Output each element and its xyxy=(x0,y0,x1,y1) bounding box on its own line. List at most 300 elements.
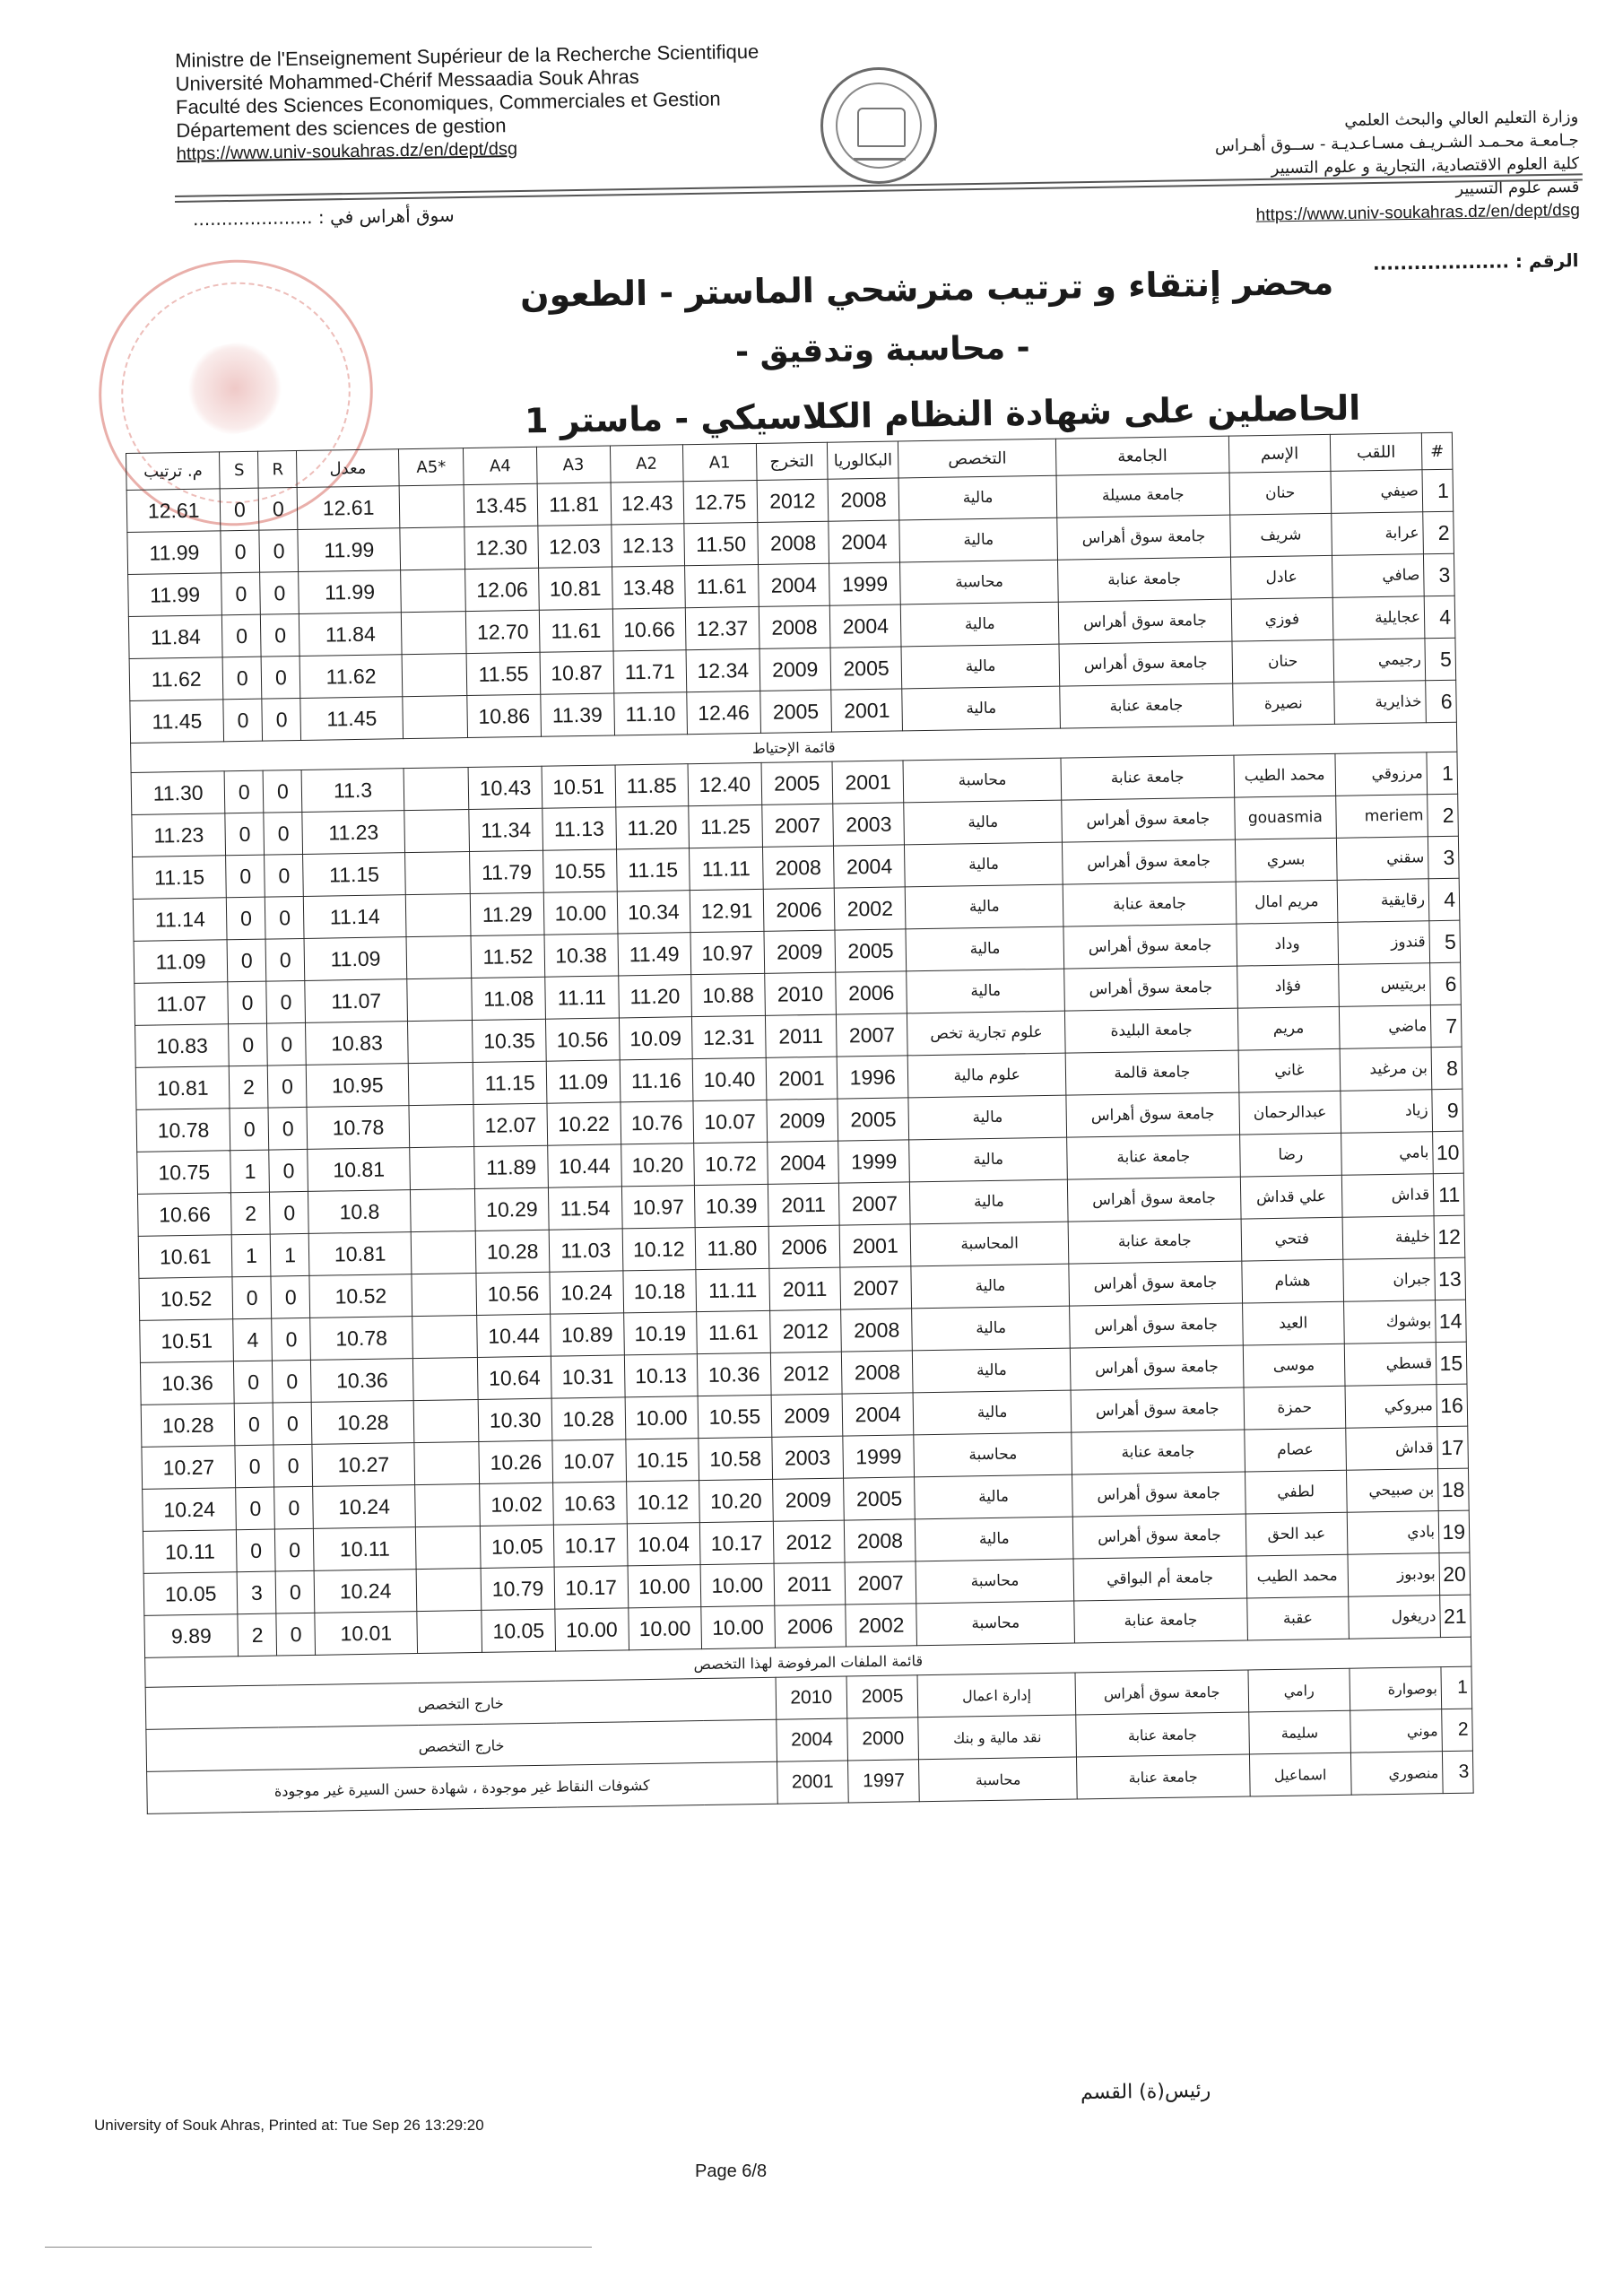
col-header: # xyxy=(1421,432,1453,470)
table-cell: 10.09 xyxy=(619,1017,692,1060)
table-cell: جامعة سوق أهراس xyxy=(1069,1261,1242,1306)
table-cell: 12.07 xyxy=(473,1103,547,1146)
table-cell: 0 xyxy=(269,1149,308,1192)
table-cell: 2 xyxy=(230,1065,269,1109)
table-cell: 0 xyxy=(273,1444,313,1487)
table-cell: 2008 xyxy=(841,1351,913,1394)
table-cell: محمد الطيب xyxy=(1246,1554,1349,1598)
table-cell: 2004 xyxy=(834,845,906,888)
table-cell: جامعة عنابة xyxy=(1076,1712,1249,1757)
table-cell: 10.86 xyxy=(467,694,541,737)
table-cell: 10.39 xyxy=(695,1184,768,1227)
table-cell: 3 xyxy=(1442,1751,1473,1794)
table-cell: جامعة عنابة xyxy=(1074,1598,1247,1643)
table-cell: 2004 xyxy=(758,563,829,606)
table-cell: 11.61 xyxy=(685,564,759,607)
table-cell: 10.78 xyxy=(307,1106,409,1150)
table-cell: مريم xyxy=(1237,1006,1340,1050)
table-cell: 10.26 xyxy=(479,1440,552,1483)
table-cell: 0 xyxy=(221,530,260,573)
table-cell: 0 xyxy=(262,698,301,741)
table-cell: 10.27 xyxy=(312,1443,414,1487)
table-cell: 10.17 xyxy=(699,1521,773,1564)
table-cell: قسطي xyxy=(1344,1343,1436,1387)
table-cell: 6 xyxy=(1430,962,1462,1005)
table-cell: مالية xyxy=(907,969,1064,1013)
table-cell: 12.40 xyxy=(688,762,761,805)
table-cell: 0 xyxy=(272,1318,311,1361)
table-cell: 0 xyxy=(268,1107,308,1150)
table-cell: 4 xyxy=(1424,596,1455,639)
table-cell: وداد xyxy=(1237,922,1339,966)
table-cell: 2004 xyxy=(767,1141,838,1184)
table-cell: 13 xyxy=(1435,1257,1466,1300)
table-cell: 1 xyxy=(232,1234,272,1277)
table-cell: جامعة البليدة xyxy=(1064,1008,1237,1053)
table-cell: 11.54 xyxy=(548,1187,621,1230)
table-cell: بوشوك xyxy=(1344,1300,1436,1344)
table-cell: 0 xyxy=(267,1022,307,1065)
table-cell: 11.45 xyxy=(300,697,403,741)
table-cell: 0 xyxy=(226,855,265,898)
table-cell xyxy=(408,1062,473,1105)
department-link-fr[interactable]: https://www.univ-soukahras.dz/en/dept/dsg xyxy=(176,139,518,164)
table-cell: 0 xyxy=(237,1529,276,1572)
reference-number: الرقم : .................... xyxy=(1372,249,1579,274)
table-cell: 2009 xyxy=(767,1099,838,1142)
results-table xyxy=(126,432,1474,1814)
table-cell xyxy=(412,1315,477,1358)
table-cell: 10.36 xyxy=(697,1352,770,1396)
table-cell: 10.31 xyxy=(551,1355,624,1398)
col-header: البكالوريا xyxy=(827,441,898,479)
table-cell xyxy=(413,1399,479,1442)
table-cell: 10.44 xyxy=(548,1144,621,1187)
table-cell: 11.23 xyxy=(132,813,226,857)
table-cell: 10.8 xyxy=(308,1190,411,1234)
table-cell: جامعة قالمة xyxy=(1065,1050,1238,1095)
table-cell: 1999 xyxy=(843,1435,915,1478)
table-cell: 11.15 xyxy=(473,1061,547,1104)
col-header: S xyxy=(220,451,259,489)
table-cell: 0 xyxy=(235,1445,274,1488)
table-cell: 0 xyxy=(222,614,262,657)
table-cell: قداش xyxy=(1341,1174,1434,1218)
table-cell: مريم امال xyxy=(1236,880,1338,924)
table-cell: 0 xyxy=(265,854,304,897)
table-cell: فوزي xyxy=(1231,597,1333,641)
table-cell xyxy=(399,485,464,528)
table-cell: 10.66 xyxy=(612,608,686,651)
table-cell: 11.09 xyxy=(304,937,406,981)
table-cell: 2005 xyxy=(835,929,907,972)
table-cell: جامعة عنابة xyxy=(1067,1135,1240,1179)
col-header: م. ترتيب xyxy=(126,452,221,491)
table-cell: 2005 xyxy=(761,761,833,804)
table-cell: 13.45 xyxy=(464,483,537,526)
col-header: A3 xyxy=(536,446,610,483)
table-cell: 2005 xyxy=(844,1477,916,1520)
table-cell: 2004 xyxy=(829,520,900,563)
table-cell: 2007 xyxy=(840,1266,912,1309)
table-cell: 11.15 xyxy=(133,856,227,900)
table-cell: جامعة عنابة xyxy=(1076,1754,1249,1799)
table-cell: شريف xyxy=(1229,513,1332,557)
table-cell: 10.20 xyxy=(621,1144,694,1187)
table-cell: gouasmia xyxy=(1234,796,1336,839)
table-cell: 19 xyxy=(1438,1510,1470,1553)
table-cell: خارج التخصص xyxy=(146,1719,777,1771)
department-fr: Département des sciences de gestion xyxy=(176,114,507,142)
table-cell: 1 xyxy=(271,1233,310,1276)
table-cell: محاسبة xyxy=(919,1757,1077,1802)
table-cell: 0 xyxy=(234,1361,273,1404)
table-cell: 11.99 xyxy=(299,570,401,614)
table-cell: 12 xyxy=(1434,1215,1465,1258)
table-cell: 0 xyxy=(265,896,305,939)
table-cell: 10.38 xyxy=(544,934,618,977)
table-cell: 0 xyxy=(223,699,263,742)
table-cell: 2 xyxy=(1442,1709,1473,1752)
university-logo xyxy=(820,67,937,184)
table-cell: رجيمي xyxy=(1333,639,1426,683)
table-cell: 10.35 xyxy=(473,1019,546,1062)
table-cell: 10.81 xyxy=(135,1066,230,1110)
table-cell: 2009 xyxy=(764,930,836,973)
table-cell: 2005 xyxy=(846,1675,918,1718)
col-header: A2 xyxy=(610,445,683,483)
table-cell: 2012 xyxy=(757,479,829,522)
table-cell: 10.04 xyxy=(627,1523,700,1566)
table-cell: 2004 xyxy=(776,1718,847,1761)
table-cell: 2008 xyxy=(828,478,899,521)
table-cell: 21 xyxy=(1440,1595,1471,1638)
table-cell: 1 xyxy=(230,1150,270,1193)
table-cell: 10.11 xyxy=(314,1527,416,1571)
table-cell: قندوز xyxy=(1338,921,1430,965)
header-arabic xyxy=(1076,106,1580,230)
col-header: الجامعة xyxy=(1055,436,1228,475)
table-cell: 10.36 xyxy=(311,1359,413,1403)
table-cell: علي قداش xyxy=(1240,1175,1342,1219)
table-cell: 10 xyxy=(1433,1131,1464,1174)
table-cell: بن صبيحي xyxy=(1346,1469,1438,1513)
table-cell: اسماعيل xyxy=(1249,1752,1351,1796)
table-cell: 2010 xyxy=(776,1676,847,1719)
department-link-ar[interactable]: https://www.univ-soukahras.dz/en/dept/dsg xyxy=(1255,200,1580,225)
table-cell: 1997 xyxy=(848,1760,920,1803)
table-cell xyxy=(400,527,465,570)
table-cell xyxy=(405,894,471,937)
table-cell: 11.81 xyxy=(537,483,611,526)
table-cell: جامعة سوق أهراس xyxy=(1066,1092,1239,1137)
table-cell: 11.16 xyxy=(620,1059,693,1102)
table-cell: 0 xyxy=(273,1360,312,1403)
faculty-fr: Faculté des Sciences Economiques, Commerciales et Gestion xyxy=(175,87,721,118)
university-ar: جـامعـة محـمـد الشـريـف مسـاعـديـة - ســوق أهـراس xyxy=(1214,130,1579,156)
table-cell: 10.24 xyxy=(313,1485,415,1529)
table-cell: 0 xyxy=(271,1275,310,1318)
table-cell: 10.18 xyxy=(622,1270,696,1313)
table-cell: مالية xyxy=(913,1390,1071,1435)
table-cell: جامعة سوق أهراس xyxy=(1057,515,1230,560)
table-cell: 2011 xyxy=(769,1267,841,1310)
table-cell: جامعة سوق أهراس xyxy=(1072,1514,1245,1559)
place-date-line: سوق أهراس في : ..................... xyxy=(192,204,455,230)
table-cell: 10.81 xyxy=(309,1232,412,1276)
table-cell: 10.89 xyxy=(551,1313,624,1356)
table-cell: 2007 xyxy=(845,1561,916,1605)
table-cell: 10.22 xyxy=(547,1102,621,1145)
table-cell: 10.28 xyxy=(551,1397,625,1440)
table-cell: 10.64 xyxy=(478,1356,551,1399)
table-cell xyxy=(402,654,467,697)
table-cell: لطفي xyxy=(1245,1470,1347,1514)
table-cell: بن مرغيد xyxy=(1340,1048,1432,1091)
table-cell xyxy=(412,1273,477,1316)
table-cell: جامعة سوق أهراس xyxy=(1067,1177,1240,1222)
table-cell: 10.00 xyxy=(628,1565,701,1608)
table-cell: مالية xyxy=(898,475,1056,520)
table-cell: 11.07 xyxy=(305,979,407,1023)
table-cell: جامعة عنابة xyxy=(1063,882,1236,926)
table-cell: 0 xyxy=(265,938,305,981)
table-cell: 12.06 xyxy=(465,568,539,611)
table-cell: 11.11 xyxy=(690,847,763,890)
table-cell: 2001 xyxy=(832,761,904,804)
table-cell: محمد الطيب xyxy=(1234,753,1336,797)
table-cell: جامعة سوق أهراس xyxy=(1072,1472,1245,1517)
table-cell: جامعة أم البواقي xyxy=(1073,1556,1246,1601)
table-cell: 0 xyxy=(270,1191,309,1234)
table-cell: 2012 xyxy=(769,1309,841,1352)
admitted-rows xyxy=(126,469,1456,743)
table-cell: مالية xyxy=(902,686,1060,731)
table-cell: 2002 xyxy=(846,1604,917,1647)
table-cell xyxy=(401,612,466,655)
table-cell: محاسبة xyxy=(903,758,1061,803)
table-cell: 0 xyxy=(268,1065,308,1108)
table-cell: جامعة سوق أهراس xyxy=(1062,797,1235,842)
table-cell: المحاسبة xyxy=(910,1222,1068,1266)
table-cell: 11.14 xyxy=(133,898,227,942)
table-cell: 10.97 xyxy=(690,931,764,974)
table-cell: 0 xyxy=(225,813,265,856)
table-cell: 11.84 xyxy=(299,613,402,657)
table-cell: نقد مالية و بنك xyxy=(918,1715,1076,1760)
table-cell: 0 xyxy=(266,980,306,1023)
table-cell: منصوري xyxy=(1350,1752,1443,1796)
table-cell: مالية xyxy=(901,644,1059,689)
table-cell: 0 xyxy=(259,529,299,572)
table-cell: 10.28 xyxy=(476,1230,550,1273)
ministry-ar: وزارة التعليم العالي والبحث العلمي xyxy=(1344,107,1579,131)
table-cell xyxy=(407,1021,473,1064)
table-cell: 20 xyxy=(1439,1552,1471,1596)
table-cell: 10.07 xyxy=(552,1439,626,1483)
table-cell: بوصوارة xyxy=(1350,1667,1442,1711)
table-cell: 18 xyxy=(1437,1468,1469,1511)
table-cell: 11.15 xyxy=(616,848,690,891)
table-cell: 10.51 xyxy=(542,765,615,808)
table-cell: جامعة سوق أهراس xyxy=(1071,1387,1244,1432)
table-cell xyxy=(400,570,465,613)
table-cell: جامعة سوق أهراس xyxy=(1059,641,1232,686)
table-cell: 0 xyxy=(229,1023,268,1066)
table-cell: 10.27 xyxy=(142,1446,236,1490)
table-cell: 10.00 xyxy=(628,1607,701,1650)
col-header: التخصص xyxy=(898,439,1056,478)
table-cell: 11 xyxy=(1433,1173,1464,1216)
table-cell: 10.07 xyxy=(693,1100,767,1143)
table-cell: 0 xyxy=(227,897,266,940)
table-cell: 10.81 xyxy=(538,567,612,610)
table-cell: 2 xyxy=(1423,511,1454,554)
table-cell: 0 xyxy=(260,571,299,614)
table-cell: 1 xyxy=(1422,469,1454,512)
table-cell: 10.24 xyxy=(143,1488,237,1532)
faculty-ar: كلية العلوم الاقتصادية، التجارية و علوم التسيير xyxy=(1271,153,1580,178)
table-cell: 11.09 xyxy=(546,1060,620,1103)
table-cell: 13.48 xyxy=(612,566,685,609)
table-cell: عجايلية xyxy=(1332,596,1425,640)
table-cell: 11.85 xyxy=(615,764,689,807)
table-cell: 0 xyxy=(224,770,264,813)
table-cell: 2007 xyxy=(836,1013,907,1057)
department-ar: قسم علوم التسيير xyxy=(1455,177,1580,199)
table-cell: 11.50 xyxy=(684,522,758,565)
table-cell: 16 xyxy=(1436,1384,1468,1427)
department-head-signature: رئيس(ة) القسم xyxy=(1080,2079,1211,2105)
table-cell: بامي xyxy=(1341,1132,1434,1176)
table-cell: 10.00 xyxy=(701,1605,775,1648)
table-cell: 11.49 xyxy=(618,933,691,976)
table-cell: 4 xyxy=(233,1318,273,1361)
table-cell: 10.97 xyxy=(621,1186,695,1229)
table-cell xyxy=(407,978,473,1022)
table-cell: حنان xyxy=(1229,471,1332,515)
table-cell: 2005 xyxy=(838,1098,909,1141)
table-cell: 6 xyxy=(1426,680,1457,723)
table-cell: قداش xyxy=(1346,1427,1438,1471)
table-cell: 8 xyxy=(1431,1047,1462,1090)
table-cell: بادي xyxy=(1347,1511,1439,1555)
table-cell: 11.99 xyxy=(298,528,400,572)
table-cell: جبران xyxy=(1343,1258,1436,1302)
col-header: معدل xyxy=(297,449,399,488)
table-cell: 0 xyxy=(259,487,299,530)
table-cell xyxy=(414,1441,480,1484)
table-cell: مالية xyxy=(908,1095,1066,1140)
table-cell: 10.24 xyxy=(550,1271,623,1314)
col-header: *A5 xyxy=(398,448,464,486)
table-cell: مالية xyxy=(909,1137,1067,1182)
table-cell: 12.37 xyxy=(685,606,759,649)
table-cell: 2008 xyxy=(844,1519,916,1562)
table-cell: 10.88 xyxy=(691,973,765,1016)
table-cell: 5 xyxy=(1425,638,1456,681)
table-cell: 10.28 xyxy=(141,1404,235,1448)
table-cell: 12.03 xyxy=(538,525,612,568)
table-cell: علوم تجارية تخص xyxy=(907,1011,1065,1056)
table-cell: 2003 xyxy=(833,803,905,846)
table-cell: زياد xyxy=(1341,1090,1433,1134)
table-cell: 0 xyxy=(235,1403,274,1446)
reserve-list-label: قائمة الإحتياط xyxy=(131,722,1457,772)
table-cell: 2008 xyxy=(841,1309,913,1352)
table-cell: 10.17 xyxy=(553,1524,627,1567)
table-cell: 2004 xyxy=(829,604,901,648)
table-cell: 0 xyxy=(220,488,259,531)
table-cell: 2011 xyxy=(765,1014,837,1057)
table-cell: 11.99 xyxy=(127,531,221,575)
table-cell: 11.62 xyxy=(129,657,223,701)
table-cell: 0 xyxy=(275,1528,315,1571)
table-cell: 10.95 xyxy=(307,1064,409,1108)
table-cell: 11.29 xyxy=(471,892,544,935)
table-cell: جامعة عنابة xyxy=(1072,1430,1245,1474)
table-cell: نصيرة xyxy=(1232,682,1334,726)
table-cell: عادل xyxy=(1230,555,1332,599)
ministry-fr: Ministre de l'Enseignement Supérieur de la Recherche Scientifique xyxy=(175,39,759,72)
table-cell: 3 xyxy=(237,1571,276,1614)
table-cell: 11.11 xyxy=(696,1268,769,1311)
table-cell: 0 xyxy=(261,613,300,657)
table-cell: 11.20 xyxy=(615,806,689,849)
table-cell: عرابة xyxy=(1332,512,1424,556)
table-cell: 11.52 xyxy=(471,935,544,978)
table-cell: هشام xyxy=(1241,1259,1343,1303)
table-cell: 11.10 xyxy=(613,692,687,735)
table-cell: جامعة عنابة xyxy=(1058,557,1231,602)
table-cell: 11.23 xyxy=(302,811,404,855)
table-cell: مالية xyxy=(912,1306,1070,1351)
table-cell xyxy=(406,936,472,979)
table-cell: العيد xyxy=(1242,1301,1344,1345)
table-cell: 10.78 xyxy=(310,1317,412,1361)
col-header: التخرج xyxy=(756,442,828,480)
table-cell: عصام xyxy=(1244,1428,1346,1472)
table-cell: 10.05 xyxy=(143,1572,238,1616)
table-cell xyxy=(403,696,468,739)
table-cell: 12.43 xyxy=(611,482,684,525)
table-cell: 11.3 xyxy=(302,769,404,813)
table-cell: مالية xyxy=(911,1264,1069,1309)
table-cell: 10.15 xyxy=(625,1439,699,1482)
table-cell: 0 xyxy=(276,1570,316,1613)
table-cell: كشوفات النقاط غير موجودة ، شهادة حسن السيرة غير موجودة xyxy=(147,1761,777,1813)
table-cell: 3 xyxy=(1423,553,1454,596)
table-cell: 17 xyxy=(1437,1426,1469,1469)
table-cell: خليفة xyxy=(1342,1216,1435,1260)
rejected-rows xyxy=(145,1666,1473,1813)
table-cell: 11.62 xyxy=(300,655,403,699)
results-table-wrapper xyxy=(126,432,1474,1814)
table-cell: عبد الحق xyxy=(1245,1512,1348,1556)
table-cell: محاسبة xyxy=(914,1432,1072,1477)
header-french xyxy=(175,39,831,166)
table-cell: 11.11 xyxy=(545,976,619,1019)
col-header: A1 xyxy=(683,443,757,481)
table-cell: رامي xyxy=(1248,1668,1350,1712)
table-cell: 10.51 xyxy=(140,1319,234,1363)
table-cell: 12.46 xyxy=(687,691,760,734)
table-cell: 10.72 xyxy=(694,1142,768,1185)
table-cell: 11.99 xyxy=(128,573,222,617)
table-cell: 11.09 xyxy=(134,940,228,984)
university-fr: Université Mohammed-Chérif Messaadia Souk Ahras xyxy=(175,65,639,95)
table-cell: مالية xyxy=(913,1348,1071,1393)
